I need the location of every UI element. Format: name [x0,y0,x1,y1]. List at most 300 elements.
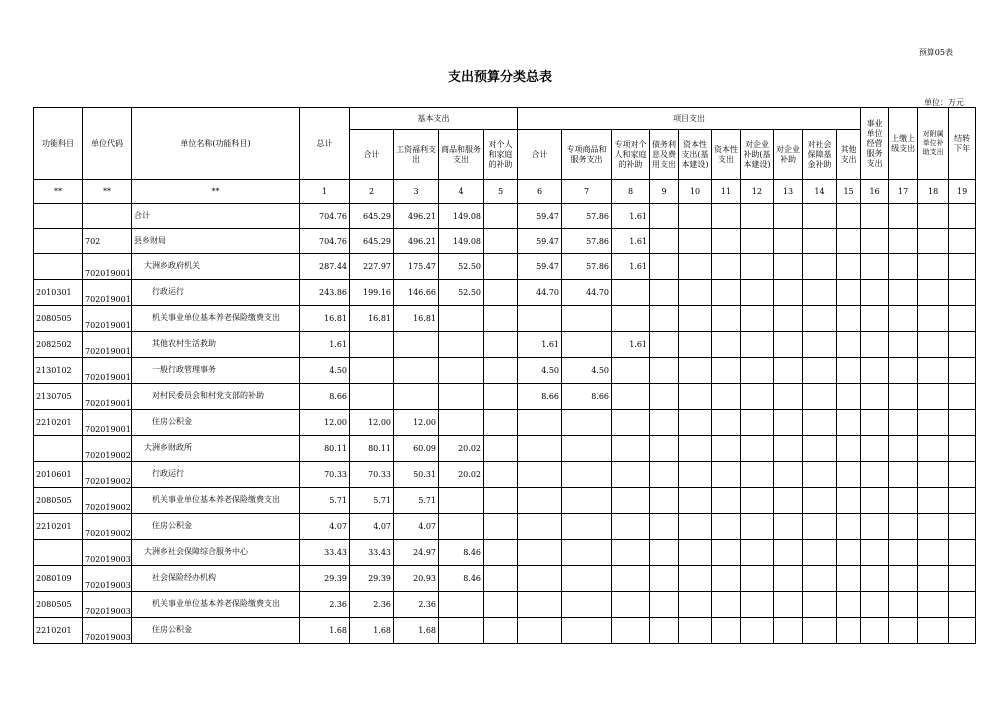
amount-cell: 16.81 [394,306,439,332]
amount-cell [518,306,562,332]
amount-cell [918,280,949,306]
header-unit-name: 单位名称(功能科目) [132,108,300,180]
amount-cell [918,488,949,514]
amount-cell [949,204,976,229]
amount-cell [650,514,679,540]
amount-cell [774,410,803,436]
amount-cell [889,254,918,280]
amount-cell [889,384,918,410]
amount-cell: 1.61 [612,204,650,229]
amount-cell: 52.50 [439,280,484,306]
amount-cell [889,204,918,229]
unit-name-text: 大洲乡社会保障综合服务中心 [144,547,248,557]
amount-cell [612,280,650,306]
header-func: 功能科目 [34,108,83,180]
unit-name-cell [132,488,300,514]
amount-cell [949,436,976,462]
amount-cell [439,618,484,644]
unit-name-text: 社会保险经办机构 [152,573,216,583]
amount-cell [774,332,803,358]
table-row [34,229,976,254]
unit-name-text: 机关事业单位基本养老保险缴费支出 [152,313,280,323]
amount-cell [837,254,861,280]
amount-cell [741,280,774,306]
header-jiezhuan: 结转下年 [949,108,976,180]
amount-cell: 4.50 [300,358,350,384]
amount-cell [612,514,650,540]
amount-cell [861,514,889,540]
amount-cell: 1.68 [300,618,350,644]
table-row [34,514,976,540]
func-code-cell [34,540,83,566]
amount-cell [484,306,518,332]
amount-cell [712,566,741,592]
amount-cell [394,332,439,358]
amount-cell [861,358,889,384]
index-cell: 11 [712,180,741,204]
amount-cell [918,229,949,254]
amount-cell: 2.36 [350,592,394,618]
index-cell: 3 [394,180,439,204]
unit-name-text: 机关事业单位基本养老保险缴费支出 [152,495,280,505]
amount-cell: 16.81 [350,306,394,332]
amount-cell: 20.02 [439,436,484,462]
amount-cell: 80.11 [300,436,350,462]
unit-name-cell [132,254,300,280]
amount-cell [803,618,837,644]
amount-cell [949,618,976,644]
unit-name-cell [132,618,300,644]
amount-cell [741,204,774,229]
unit-code-cell: 702019001 [83,254,132,280]
amount-cell [889,436,918,462]
unit-name-text: 对村民委员会和村党支部的补助 [152,391,264,401]
index-cell: ** [83,180,132,204]
index-cell: 10 [679,180,712,204]
page-title: 支出预算分类总表 [447,70,552,85]
amount-cell: 149.08 [439,229,484,254]
amount-cell [679,592,712,618]
amount-cell: 57.86 [562,254,612,280]
amount-cell [949,410,976,436]
unit-code-cell: 702019002 [83,462,132,488]
amount-cell: 12.00 [394,410,439,436]
amount-cell [741,229,774,254]
index-cell: 17 [889,180,918,204]
amount-cell [518,436,562,462]
amount-cell [949,306,976,332]
amount-cell [679,540,712,566]
amount-cell: 2.36 [300,592,350,618]
amount-cell [837,332,861,358]
amount-cell [562,592,612,618]
amount-cell [741,306,774,332]
amount-cell [889,488,918,514]
amount-cell: 496.21 [394,204,439,229]
amount-cell [889,410,918,436]
amount-cell [774,384,803,410]
amount-cell [918,254,949,280]
amount-cell [803,514,837,540]
amount-cell [741,514,774,540]
amount-cell: 50.31 [394,462,439,488]
amount-cell [837,618,861,644]
unit-name-cell [132,280,300,306]
amount-cell [612,436,650,462]
amount-cell [861,306,889,332]
amount-cell [918,332,949,358]
amount-cell [803,204,837,229]
amount-cell [837,514,861,540]
amount-cell [774,306,803,332]
amount-cell [350,384,394,410]
amount-cell: 5.71 [300,488,350,514]
amount-cell [918,618,949,644]
amount-cell [679,488,712,514]
amount-cell [949,488,976,514]
amount-cell [741,436,774,462]
amount-cell [837,436,861,462]
amount-cell: 149.08 [439,204,484,229]
amount-cell [484,332,518,358]
table-row [34,540,976,566]
header-project-sub: 对社会保障基金补助 [803,130,837,180]
amount-cell [712,488,741,514]
index-cell: 6 [518,180,562,204]
amount-cell [712,540,741,566]
amount-cell [679,618,712,644]
amount-cell [484,229,518,254]
amount-cell: 60.09 [394,436,439,462]
index-cell: 18 [918,180,949,204]
amount-cell: 80.11 [350,436,394,462]
amount-cell: 704.76 [300,229,350,254]
amount-cell [861,254,889,280]
func-code-cell [34,204,83,229]
index-cell: 19 [949,180,976,204]
amount-cell [518,514,562,540]
amount-cell [484,358,518,384]
amount-cell [861,436,889,462]
amount-cell [741,592,774,618]
amount-cell [712,462,741,488]
form-number: 预算05表 [918,48,953,57]
amount-cell [350,358,394,384]
amount-cell [679,436,712,462]
index-cell: 12 [741,180,774,204]
amount-cell [949,540,976,566]
amount-cell [439,332,484,358]
amount-cell: 1.61 [612,229,650,254]
func-code-cell: 2080109 [34,566,83,592]
amount-cell [484,384,518,410]
amount-cell [650,384,679,410]
index-cell: 2 [350,180,394,204]
index-cell: 8 [612,180,650,204]
index-cell: 16 [861,180,889,204]
amount-cell: 1.61 [612,254,650,280]
amount-cell [949,229,976,254]
amount-cell: 645.29 [350,229,394,254]
amount-cell [650,462,679,488]
amount-cell [837,384,861,410]
amount-cell [612,540,650,566]
amount-cell [562,332,612,358]
unit-name-text: 县乡财局 [134,235,166,245]
amount-cell: 1.68 [350,618,394,644]
func-code-cell: 2130705 [34,384,83,410]
amount-cell [949,254,976,280]
amount-cell [861,332,889,358]
amount-cell: 44.70 [562,280,612,306]
amount-cell [803,540,837,566]
amount-cell [803,410,837,436]
header-shiye: 事业单位经营服务支出 [861,108,889,180]
unit-name-cell [132,384,300,410]
amount-cell [918,436,949,462]
amount-cell: 4.07 [394,514,439,540]
func-code-cell: 2210201 [34,410,83,436]
unit-code-cell: 702019001 [83,280,132,306]
amount-cell [837,280,861,306]
amount-cell [439,306,484,332]
func-code-cell: 2210201 [34,618,83,644]
amount-cell [350,332,394,358]
amount-cell [650,540,679,566]
table-body [34,180,976,644]
index-cell: 13 [774,180,803,204]
func-code-cell: 2210201 [34,514,83,540]
amount-cell [562,462,612,488]
amount-cell: 4.07 [350,514,394,540]
amount-cell: 44.70 [518,280,562,306]
amount-cell [837,204,861,229]
index-cell: 4 [439,180,484,204]
amount-cell [562,436,612,462]
amount-cell: 12.00 [350,410,394,436]
header-project-sub: 专项商品和服务支出 [562,130,612,180]
amount-cell [679,280,712,306]
unit-name-text: 大洲乡政府机关 [144,261,200,271]
amount-cell [439,410,484,436]
amount-cell [861,229,889,254]
amount-cell [861,592,889,618]
amount-cell [837,566,861,592]
amount-cell [741,566,774,592]
amount-cell: 8.66 [518,384,562,410]
header-basic-sub: 商品和服务支出 [439,130,484,180]
amount-cell [650,410,679,436]
amount-cell [774,358,803,384]
amount-cell [484,462,518,488]
amount-cell: 287.44 [300,254,350,280]
amount-cell [949,332,976,358]
amount-cell [774,280,803,306]
func-code-cell: 2130102 [34,358,83,384]
amount-cell [712,514,741,540]
amount-cell [803,229,837,254]
amount-cell: 4.07 [300,514,350,540]
amount-cell [949,358,976,384]
unit-name-cell [132,229,300,254]
amount-cell [484,410,518,436]
amount-cell [612,488,650,514]
unit-name-text: 住房公积金 [152,521,192,531]
func-code-cell: 2082502 [34,332,83,358]
unit-name-text: 一般行政管理事务 [152,365,216,375]
amount-cell [889,618,918,644]
unit-code-cell: 702019002 [83,514,132,540]
amount-cell: 4.50 [562,358,612,384]
amount-cell [484,540,518,566]
amount-cell [712,410,741,436]
amount-cell [484,618,518,644]
amount-cell [803,306,837,332]
index-cell: 1 [300,180,350,204]
amount-cell [889,592,918,618]
amount-cell [861,204,889,229]
amount-cell [803,592,837,618]
header-basic-sub: 工资福利支出 [394,130,439,180]
amount-cell [803,566,837,592]
unit-name-text: 住房公积金 [152,417,192,427]
index-cell: 9 [650,180,679,204]
amount-cell: 52.50 [439,254,484,280]
amount-cell [712,254,741,280]
amount-cell: 5.71 [350,488,394,514]
table-row [34,592,976,618]
unit-name-text: 机关事业单位基本养老保险缴费支出 [152,599,280,609]
amount-cell [861,566,889,592]
unit-name-cell [132,514,300,540]
amount-cell [889,514,918,540]
unit-name-cell [132,592,300,618]
amount-cell [774,204,803,229]
table-row [34,488,976,514]
unit-code-cell: 702019002 [83,488,132,514]
amount-cell [803,254,837,280]
table-row [34,566,976,592]
unit-name-cell [132,436,300,462]
header-total: 总计 [300,108,350,180]
amount-cell: 12.00 [300,410,350,436]
amount-cell [650,204,679,229]
amount-cell [918,566,949,592]
unit-name-cell [132,306,300,332]
amount-cell [439,358,484,384]
amount-cell [612,566,650,592]
amount-cell [803,436,837,462]
amount-cell: 199.16 [350,280,394,306]
amount-cell [918,306,949,332]
unit-name-cell [132,566,300,592]
amount-cell: 4.50 [518,358,562,384]
amount-cell [484,436,518,462]
amount-cell [562,488,612,514]
amount-cell: 59.47 [518,254,562,280]
amount-cell [562,540,612,566]
amount-cell [650,306,679,332]
amount-cell [774,592,803,618]
amount-cell: 20.02 [439,462,484,488]
header-project-sub: 对企业补助 [774,130,803,180]
header-project-sub: 资本性支出(基本建设) [679,130,712,180]
index-row [34,180,976,204]
amount-cell [650,358,679,384]
header-project-sub: 资本性支出 [712,130,741,180]
amount-cell [741,488,774,514]
amount-cell: 8.66 [300,384,350,410]
unit-name-text: 合计 [134,210,150,220]
table-row [34,358,976,384]
amount-cell: 1.61 [612,332,650,358]
func-code-cell [34,254,83,280]
amount-cell [889,462,918,488]
amount-cell [518,540,562,566]
amount-cell [741,462,774,488]
amount-cell: 243.86 [300,280,350,306]
amount-cell [712,436,741,462]
amount-cell [861,410,889,436]
amount-cell [518,410,562,436]
amount-cell [612,410,650,436]
amount-cell: 8.46 [439,566,484,592]
amount-cell [774,540,803,566]
amount-cell [679,514,712,540]
header-project-sub: 合计 [518,130,562,180]
amount-cell: 146.66 [394,280,439,306]
amount-cell [741,332,774,358]
header-unit-code: 单位代码 [83,108,132,180]
amount-cell [484,514,518,540]
amount-cell [612,358,650,384]
amount-cell [484,204,518,229]
amount-cell [741,384,774,410]
amount-cell [712,618,741,644]
amount-cell [679,204,712,229]
header-project-sub: 对企业补助(基本建设) [741,130,774,180]
amount-cell [612,592,650,618]
amount-cell: 20.93 [394,566,439,592]
unit-code-cell: 702019003 [83,618,132,644]
amount-cell: 59.47 [518,229,562,254]
amount-cell [712,306,741,332]
amount-cell [712,204,741,229]
amount-cell [650,332,679,358]
amount-cell: 59.47 [518,204,562,229]
amount-cell: 70.33 [350,462,394,488]
unit-code-cell: 702019003 [83,592,132,618]
header-project-sub: 债务利息及费用支出 [650,130,679,180]
unit-code-cell: 702019001 [83,410,132,436]
index-cell: 15 [837,180,861,204]
header-fushu: 对附属单位补助支出 [918,108,949,180]
amount-cell [889,358,918,384]
amount-cell [679,384,712,410]
amount-cell [918,462,949,488]
table-row [34,618,976,644]
amount-cell [837,410,861,436]
budget-table [33,107,976,644]
amount-cell: 175.47 [394,254,439,280]
amount-cell [837,306,861,332]
amount-cell [949,566,976,592]
amount-cell [484,566,518,592]
func-code-cell: 2010301 [34,280,83,306]
func-code-cell [34,436,83,462]
header-basic-sub: 合计 [350,130,394,180]
unit-code-cell: 702019003 [83,566,132,592]
